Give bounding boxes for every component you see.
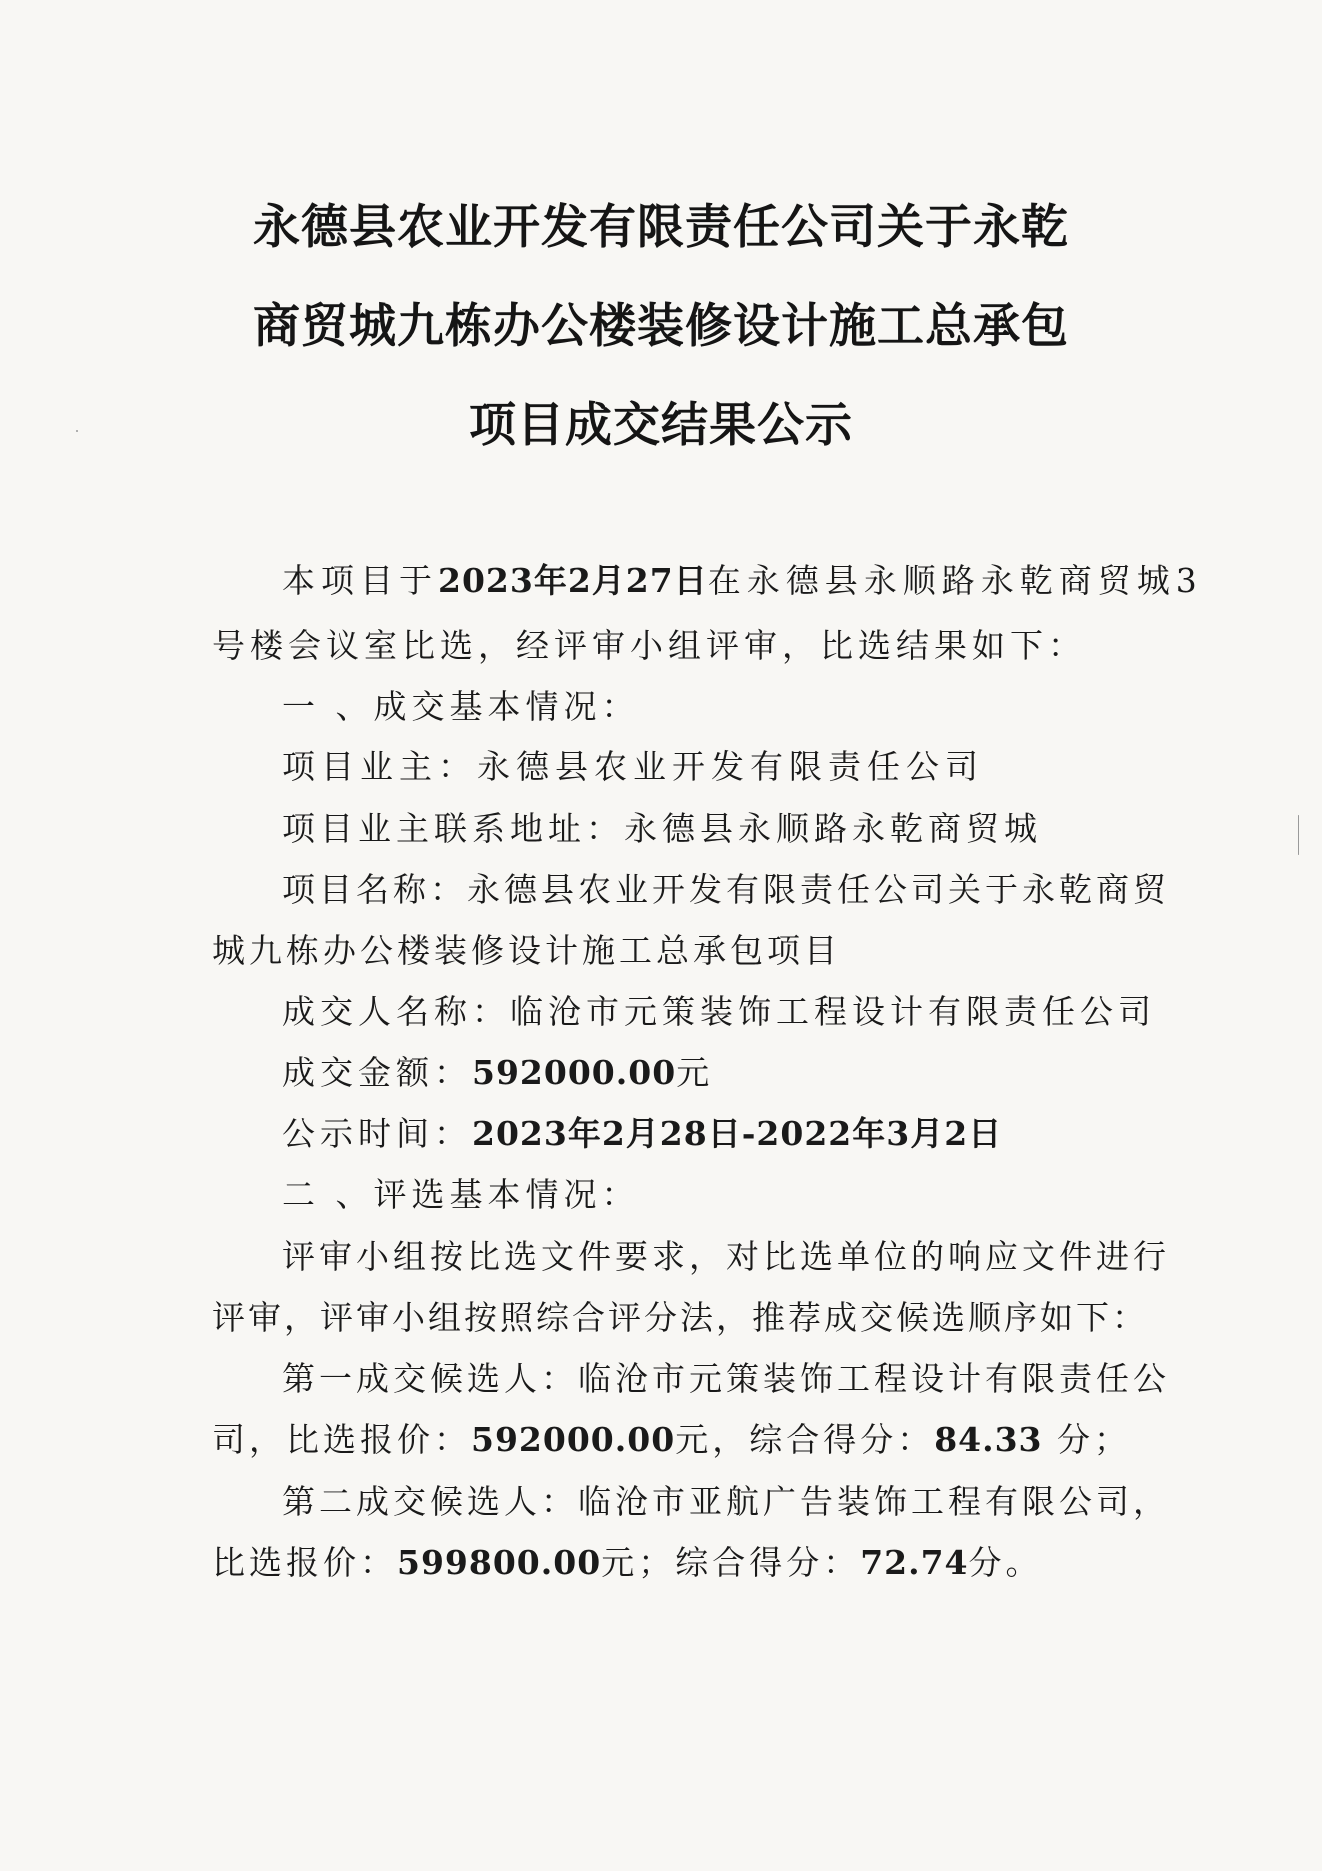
notice-period-label: 公示时间：	[282, 1114, 472, 1153]
section-1-heading: 一 、成交基本情况：	[282, 687, 640, 726]
document-title-line-3: 项目成交结果公示	[469, 398, 853, 453]
project-name-line-2: 城九栋办公楼装修设计施工总承包项目	[212, 931, 841, 970]
section-2-heading: 二 、评选基本情况：	[282, 1175, 640, 1214]
candidate-1-line-2	[212, 1414, 1131, 1461]
candidate-2-score-unit: 分。	[968, 1543, 1043, 1582]
candidate-2-line-1: 第二成交候选人：临沧市亚航广告装饰工程有限公司，	[282, 1482, 1170, 1521]
deal-amount-unit: 元	[676, 1053, 715, 1092]
intro-paragraph-line-2: 号楼会议室比选，经评审小组评审，比选结果如下：	[212, 626, 1086, 665]
project-owner-address: 项目业主联系地址：永德县永顺路永乾商贸城	[282, 809, 1042, 848]
winner-name: 成交人名称：临沧市元策装饰工程设计有限责任公司	[282, 992, 1156, 1031]
candidate-2-price-label: 比选报价：	[212, 1543, 397, 1582]
scan-speck	[76, 430, 78, 432]
document-title-line-1: 永德县农业开发有限责任公司关于永乾	[253, 200, 1069, 255]
deal-amount-label: 成交金额：	[282, 1053, 472, 1092]
deal-amount	[282, 1047, 714, 1094]
candidate-1-price-label: 司，比选报价：	[212, 1420, 471, 1459]
candidate-1-price: 592000.00	[471, 1420, 676, 1459]
project-name-line-1: 项目名称：永德县农业开发有限责任公司关于永乾商贸	[282, 870, 1170, 909]
candidate-2-score-label: 元；综合得分：	[601, 1543, 861, 1582]
project-owner: 项目业主：永德县农业开发有限责任公司	[282, 747, 984, 786]
candidate-2-line-2	[212, 1537, 1043, 1584]
candidate-2-score: 72.74	[860, 1543, 969, 1582]
intro-paragraph-line-1	[282, 555, 1203, 602]
notice-period	[282, 1108, 1002, 1155]
intro-date: 2023年2月27日	[438, 561, 708, 600]
evaluation-line-1: 评审小组按比选文件要求，对比选单位的响应文件进行	[282, 1237, 1170, 1276]
deal-amount-value: 592000.00	[472, 1053, 677, 1092]
evaluation-line-2: 评审，评审小组按照综合评分法，推荐成交候选顺序如下：	[212, 1298, 1148, 1337]
document-title-line-2: 商贸城九栋办公楼装修设计施工总承包	[253, 299, 1069, 354]
candidate-1-score-unit: 分；	[1042, 1420, 1132, 1459]
intro-text-b: 在永德县永顺路永乾商贸城3	[707, 561, 1203, 600]
notice-period-value: 2023年2月28日-2022年3月2日	[472, 1114, 1003, 1153]
scan-speck	[1298, 815, 1299, 855]
candidate-1-score: 84.33	[934, 1420, 1043, 1459]
candidate-1-line-1: 第一成交候选人：临沧市元策装饰工程设计有限责任公	[282, 1359, 1170, 1398]
candidate-1-score-label: 元，综合得分：	[675, 1420, 935, 1459]
intro-text-a: 本项目于	[282, 561, 438, 600]
candidate-2-price: 599800.00	[397, 1543, 602, 1582]
